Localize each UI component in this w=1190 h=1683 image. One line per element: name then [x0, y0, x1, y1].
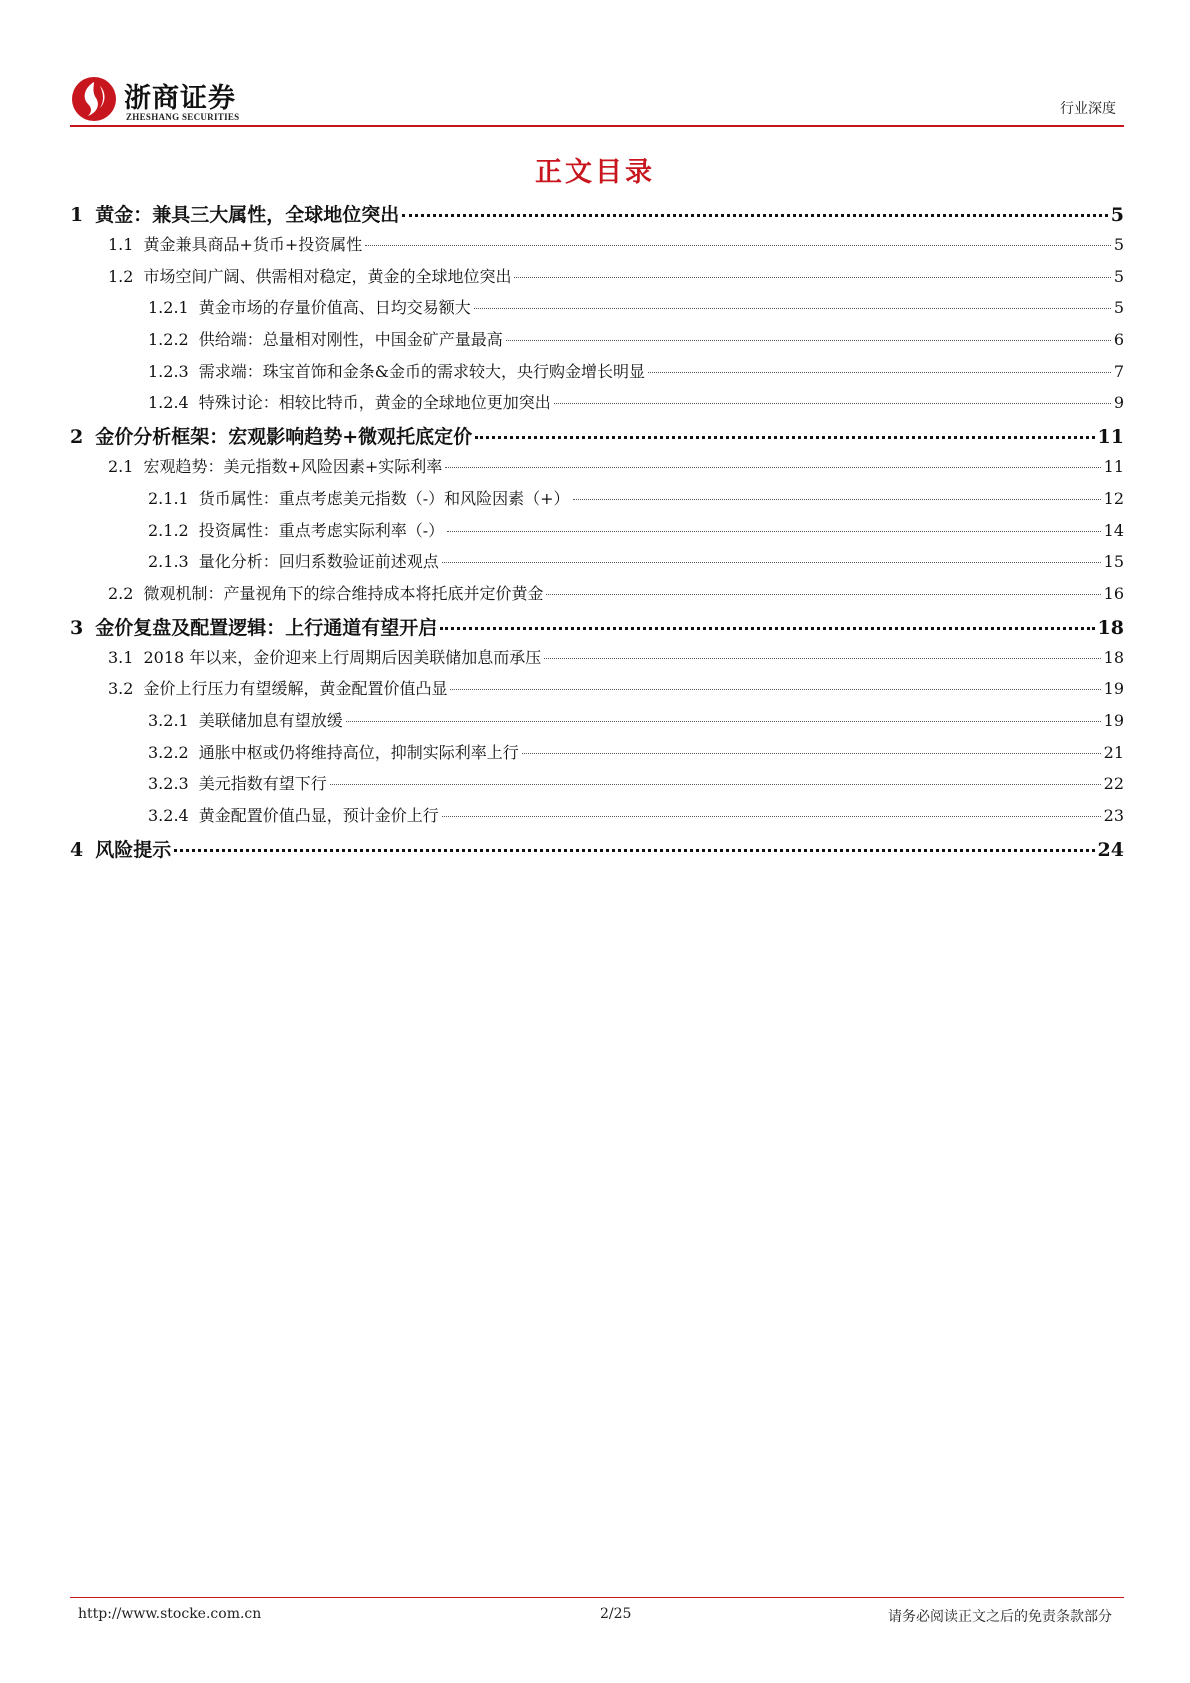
toc-entry-text: 黄金市场的存量价值高、日均交易额大 — [198, 298, 471, 318]
toc-entry-label — [108, 232, 362, 255]
page-footer — [78, 1606, 1118, 1630]
toc-entry-page: 5 — [1113, 298, 1124, 318]
toc-leader-dots — [365, 245, 1111, 246]
toc-entry-number: 3.2.4 — [148, 806, 189, 825]
toc-entry-text: 微观机制：产量视角下的综合维持成本将托底并定价黄金 — [143, 583, 544, 603]
toc-entry-3-2[interactable] — [70, 676, 1124, 708]
toc-entry-label — [108, 264, 511, 287]
toc-entry-text: 黄金兼具商品+货币+投资属性 — [143, 235, 363, 254]
toc-entry-number: 1.2.2 — [148, 330, 189, 350]
toc-entry-1-2-4[interactable] — [70, 390, 1124, 422]
toc-entry-text: 美联储加息有望放缓 — [198, 710, 343, 730]
toc-leader-dots — [544, 658, 1100, 659]
toc-entry-number: 2 — [70, 426, 84, 449]
toc-entry-label — [70, 200, 399, 227]
toc-entry-number: 2.1.3 — [148, 552, 189, 572]
toc-entry-2-2[interactable] — [70, 581, 1124, 613]
toc-entry-number: 1 — [70, 204, 84, 226]
toc-entry-label — [148, 327, 503, 350]
toc-entry-label — [108, 454, 442, 477]
toc-entry-2-1-2[interactable] — [70, 518, 1124, 550]
toc-entry-2-1-1[interactable] — [70, 486, 1124, 518]
toc-entry-page: 18 — [1097, 616, 1124, 639]
toc-entry-label — [148, 803, 439, 826]
toc-entry-label — [70, 613, 437, 640]
toc-entry-text: 金价复盘及配置逻辑：上行通道有望开启 — [95, 616, 438, 639]
toc-entry-page: 9 — [1113, 393, 1124, 413]
toc-entry-page: 11 — [1097, 426, 1124, 449]
toc-entry-label — [70, 422, 472, 449]
toc-leader-dots — [440, 627, 1094, 630]
toc-entry-2[interactable] — [70, 422, 1124, 454]
toc-entry-text: 市场空间广阔、供需相对稳定，黄金的全球地位突出 — [143, 266, 512, 286]
toc-leader-dots — [554, 403, 1111, 404]
toc-leader-dots — [475, 436, 1094, 439]
toc-entry-page: 6 — [1113, 330, 1124, 350]
page-header — [70, 70, 1122, 130]
toc-entry-page: 23 — [1103, 806, 1124, 825]
toc-entry-number: 1.1 — [108, 235, 134, 254]
header-divider — [70, 125, 1124, 127]
toc-entry-1[interactable] — [70, 200, 1124, 232]
toc-entry-number: 1.2.1 — [148, 298, 189, 318]
toc-entry-text: 货币属性：重点考虑美元指数（-）和风险因素（+） — [198, 488, 570, 508]
logo-english-name: ZHESHANG SECURITIES — [126, 112, 240, 122]
toc-entry-page: 11 — [1103, 457, 1124, 477]
toc-entry-text: 金价分析框架：宏观影响趋势+微观托底定价 — [95, 426, 473, 449]
zheshang-logo-icon — [70, 74, 118, 124]
toc-leader-dots — [514, 277, 1110, 278]
toc-leader-dots — [346, 721, 1101, 722]
toc-title: 正文目录 — [535, 157, 655, 188]
toc-entry-page: 14 — [1103, 520, 1124, 540]
toc-entry-number: 4 — [70, 838, 84, 861]
toc-entry-1-2-3[interactable] — [70, 359, 1124, 391]
toc-entry-label — [108, 645, 541, 668]
toc-leader-dots — [573, 499, 1101, 500]
toc-entry-number: 1.2.3 — [148, 361, 189, 381]
toc-leader-dots — [546, 594, 1100, 595]
toc-entry-1-2-2[interactable] — [70, 327, 1124, 359]
toc-entry-page: 12 — [1103, 488, 1124, 508]
toc-leader-dots — [450, 689, 1100, 690]
toc-entry-text: 宏观趋势：美元指数+风险因素+实际利率 — [143, 457, 443, 477]
toc-entry-number: 3.2.1 — [148, 710, 189, 730]
toc-entry-number: 2.1.2 — [148, 520, 189, 540]
toc-entry-label — [148, 295, 471, 318]
toc-entry-number: 3 — [70, 616, 84, 639]
toc-entry-number: 3.2.3 — [148, 774, 189, 794]
toc-entry-number: 3.1 — [108, 647, 134, 667]
toc-entry-number: 2.1.1 — [148, 488, 189, 508]
toc-entry-number: 2.2 — [108, 583, 134, 603]
toc-entry-text: 黄金配置价值凸显，预计金价上行 — [198, 806, 439, 825]
toc-leader-dots — [648, 372, 1111, 373]
toc-entry-page: 21 — [1103, 742, 1124, 762]
toc-entry-1-2[interactable] — [70, 264, 1124, 296]
toc-leader-dots — [330, 784, 1101, 785]
toc-leader-dots — [474, 308, 1111, 309]
toc-entry-number: 3.2 — [108, 679, 134, 699]
toc-entry-label — [148, 740, 519, 763]
toc-entry-label — [108, 581, 543, 604]
toc-entry-number: 1.2.4 — [148, 393, 189, 413]
toc-entry-2-1-3[interactable] — [70, 549, 1124, 581]
toc-entry-number: 3.2.2 — [148, 742, 189, 762]
toc-leader-dots — [442, 562, 1101, 563]
toc-entry-number: 1.2 — [108, 266, 134, 286]
toc-leader-dots — [506, 340, 1111, 341]
toc-entry-text: 投资属性：重点考虑实际利率（-） — [198, 520, 445, 540]
toc-entry-3-2-4[interactable] — [70, 803, 1124, 835]
logo-chinese-name: 浙商证券 — [124, 83, 236, 114]
toc-entry-text: 2018 年以来，金价迎来上行周期后因美联储加息而承压 — [143, 647, 542, 667]
toc-entry-text: 金价上行压力有望缓解，黄金配置价值凸显 — [143, 679, 448, 699]
toc-entry-label — [148, 549, 439, 572]
toc-entry-page: 7 — [1113, 361, 1124, 381]
toc-leader-dots — [442, 816, 1101, 817]
toc-entry-label — [70, 835, 171, 862]
toc-entry-label — [148, 771, 327, 794]
toc-entry-page: 5 — [1113, 266, 1124, 286]
toc-entry-2-1[interactable] — [70, 454, 1124, 486]
toc-entry-1-1[interactable] — [70, 232, 1124, 264]
toc-entry-page: 15 — [1103, 552, 1124, 572]
toc-entry-page: 22 — [1103, 774, 1124, 794]
footer-divider — [70, 1597, 1124, 1598]
toc-leader-dots — [522, 753, 1101, 754]
toc-leader-dots — [174, 849, 1094, 852]
toc-entry-page: 5 — [1113, 235, 1124, 254]
toc-entry-label — [148, 390, 551, 413]
report-type-label: 行业深度 — [1060, 101, 1116, 117]
toc-entry-page: 16 — [1103, 583, 1124, 603]
toc-entry-label — [148, 708, 343, 731]
footer-website-link[interactable]: http://www.stocke.com.cn — [78, 1606, 262, 1622]
toc-entry-label — [148, 359, 645, 382]
toc-entry-number: 2.1 — [108, 457, 134, 477]
toc-entry-text: 风险提示 — [95, 838, 172, 861]
toc-entry-3-2-1[interactable] — [70, 708, 1124, 740]
toc-entry-1-2-1[interactable] — [70, 295, 1124, 327]
toc-entry-page: 18 — [1103, 647, 1124, 667]
page-number: 2/25 — [600, 1606, 632, 1622]
toc-entry-text: 量化分析：回归系数验证前述观点 — [198, 552, 439, 572]
toc-entry-text: 需求端：珠宝首饰和金条&金币的需求较大，央行购金增长明显 — [198, 361, 645, 381]
footer-disclaimer: 请务必阅读正文之后的免责条款部分 — [888, 1609, 1112, 1625]
toc-entry-label — [148, 486, 570, 509]
toc-entry-page: 24 — [1097, 838, 1124, 861]
toc-entry-3-2-2[interactable] — [70, 740, 1124, 772]
toc-leader-dots — [402, 214, 1108, 217]
table-of-contents — [70, 200, 1124, 867]
toc-entry-text: 美元指数有望下行 — [198, 774, 327, 794]
toc-entry-page: 19 — [1103, 679, 1124, 699]
toc-entry-label — [148, 518, 444, 541]
toc-leader-dots — [445, 467, 1100, 468]
toc-entry-3-1[interactable] — [70, 645, 1124, 677]
toc-entry-4[interactable] — [70, 835, 1124, 867]
toc-entry-text: 供给端：总量相对刚性，中国金矿产量最高 — [198, 330, 503, 350]
toc-entry-page: 5 — [1110, 204, 1124, 226]
toc-entry-text: 特殊讨论：相较比特币，黄金的全球地位更加突出 — [198, 393, 551, 413]
toc-entry-text: 通胀中枢或仍将维持高位，抑制实际利率上行 — [198, 742, 519, 762]
toc-entry-3[interactable] — [70, 613, 1124, 645]
toc-entry-label — [108, 676, 447, 699]
toc-entry-3-2-3[interactable] — [70, 771, 1124, 803]
toc-entry-page: 19 — [1103, 710, 1124, 730]
toc-leader-dots — [447, 531, 1101, 532]
toc-entry-text: 黄金：兼具三大属性，全球地位突出 — [95, 204, 400, 226]
